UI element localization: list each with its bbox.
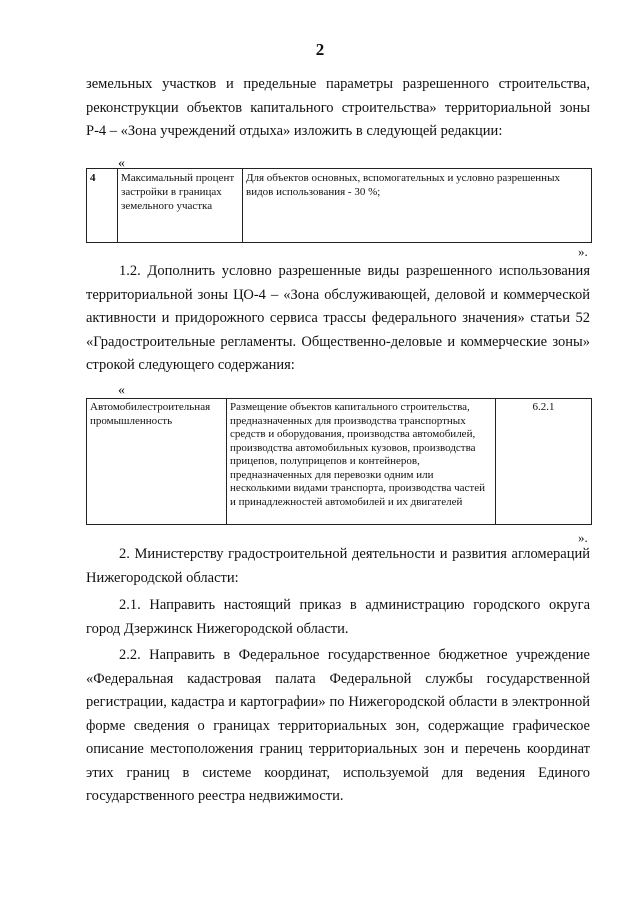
paragraph-2-1: 2.1. Направить настоящий приказ в администрацию городского округа город Дзержинск Нижегородской области. — [86, 597, 590, 637]
table-row — [87, 169, 592, 243]
table-cell-use-name: Автомобилестроительная промышленность — [87, 399, 227, 525]
table-use-types — [86, 398, 592, 525]
table-cell-use-description: Размещение объектов капитального строительства, предназначенных для производства транспортных средств и оборудования, производства автомобилей, производства автомобильных кузовов, производства прицепов, полуприцепов и контейнеров, предназначенных для перевозки одним или несколькими видами транспорта, производства частей и принадлежностей автомобилей и их двигателей — [227, 399, 496, 525]
table-zone-params — [86, 168, 592, 243]
table-cell-value: Для объектов основных, вспомогательных и условно разрешенных видов использования - 30 %; — [243, 169, 592, 243]
table-cell-name: Максимальный процент застройки в границах земельного участка — [118, 169, 243, 243]
paragraph-1-2: 1.2. Дополнить условно разрешенные виды разрешенного использования территориальной зоны ЦО-4 – «Зона обслуживающей, деловой и коммерческой активности и придорожного сервиса трассы федерального значения» статьи 52 «Градостроительные регламенты. Общественно-деловые и коммерческие зоны» строкой следующего содержания: — [86, 263, 590, 373]
intro-paragraph: земельных участков и предельные параметры разрешенного строительства, реконструкции объектов капитального строительства» территориальной зоны Р-4 – «Зона учреждений отдыха» изложить в следующей редакции: — [86, 76, 590, 139]
quote-open-1: « — [118, 156, 125, 171]
quote-close-2: ». — [578, 530, 588, 545]
table-cell-use-code: 6.2.1 — [496, 399, 592, 525]
table-row — [87, 399, 592, 525]
table-cell-num: 4 — [87, 169, 118, 243]
paragraph-2: 2. Министерству градостроительной деятельности и развития агломераций Нижегородской области: — [86, 546, 590, 586]
paragraph-2-2: 2.2. Направить в Федеральное государственное бюджетное учреждение «Федеральная кадастровая палата Федеральной службы государственной регистрации, кадастра и картографии» по Нижегородской области в электронной форме сведения о границах территориальных зон, содержащие графическое описание местоположения границ территориальных зон и перечень координат этих границ в системе координат, используемой для ведения Единого государственного реестра недвижимости. — [86, 647, 590, 804]
quote-close-1: ». — [578, 244, 588, 259]
page-number: 2 — [315, 40, 325, 59]
quote-open-2: « — [118, 383, 125, 398]
